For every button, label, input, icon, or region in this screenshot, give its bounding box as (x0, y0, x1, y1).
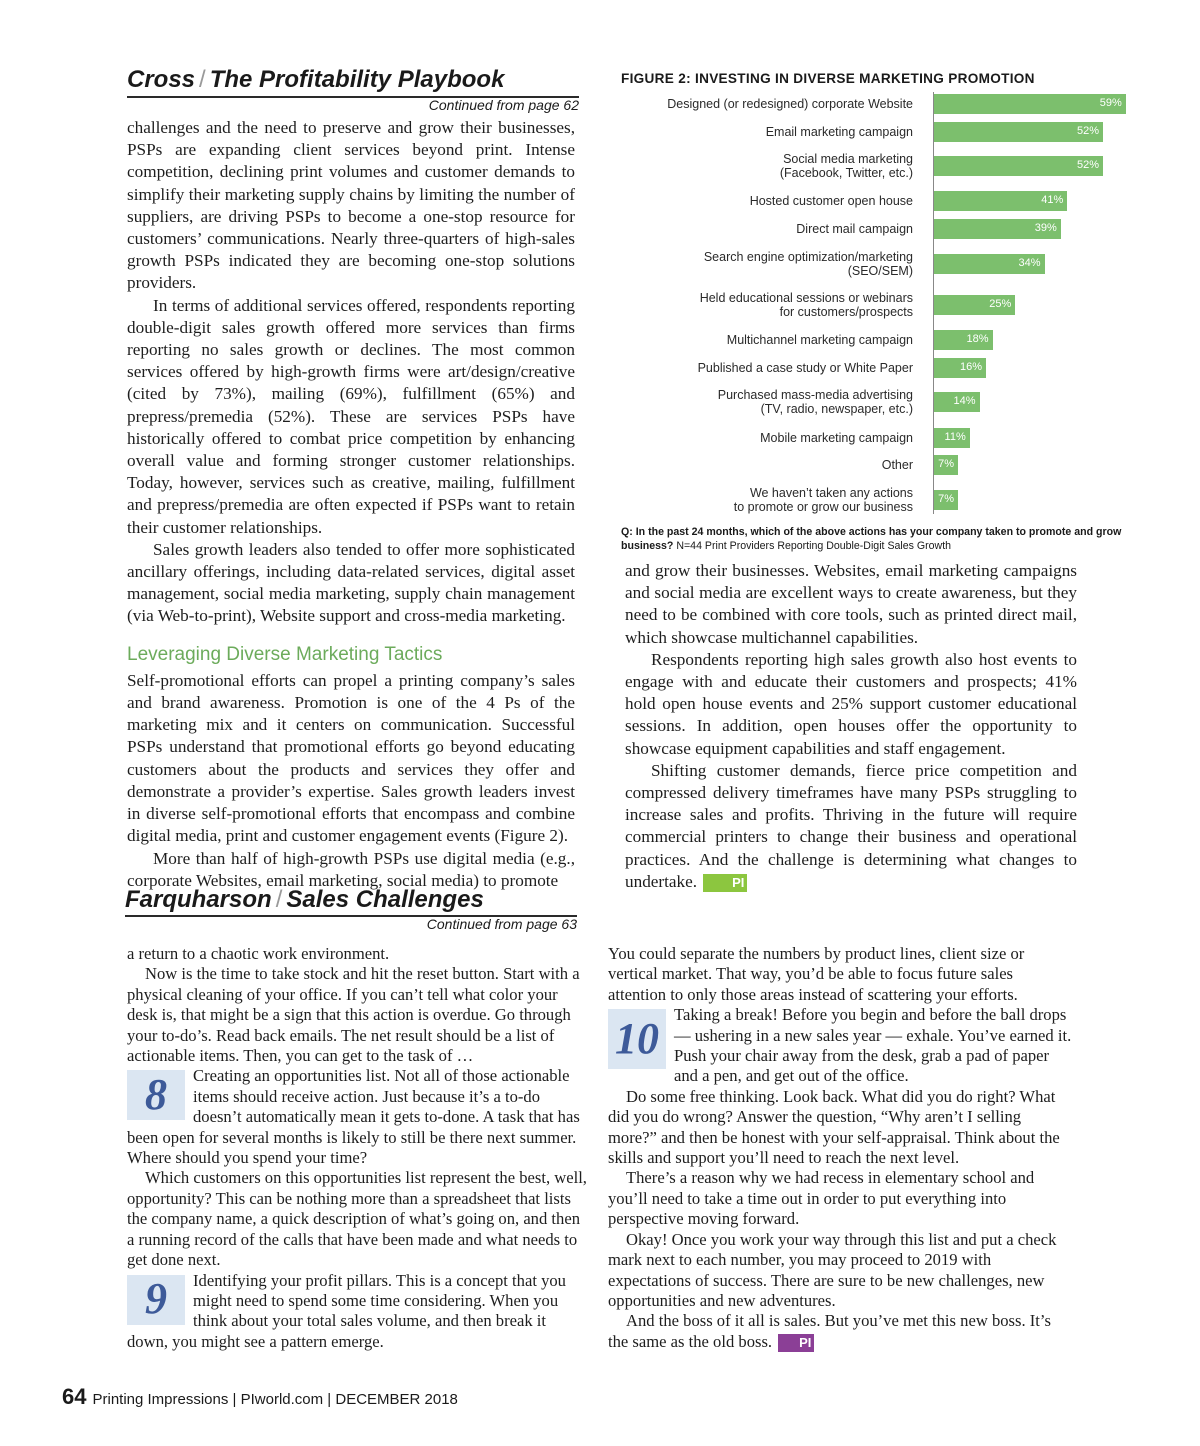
bar (934, 156, 1103, 176)
article1-continued: Continued from page 62 (428, 97, 579, 113)
bar (934, 295, 1015, 315)
number-badge-9: 9 (127, 1275, 185, 1325)
item-text: Taking a break! Before you begin and before the ball drops — ushering in a new sales year — exhale. You’ve earned it. Push your chair away from the desk, grab a pad of paper and a pen, and get out of the office. (674, 1005, 1072, 1086)
bar-value-label: 59% (1099, 97, 1122, 109)
bar-label: Held educational sessions or webinars for customers/prospects (699, 291, 913, 319)
bar-label: Hosted customer open house (749, 194, 913, 208)
bar-label: Search engine optimization/marketing (SEO/SEM) (703, 250, 913, 278)
bar (934, 330, 993, 350)
paragraph: and grow their businesses. Websites, email marketing campaigns and social media are excellent ways to create awareness, but they need to be combined with core tools, such as printed direct mail, which showcase multichannel capabilities. (625, 561, 1077, 647)
bar (934, 455, 958, 475)
bar (934, 94, 1126, 114)
bar-value-label: 52% (1076, 125, 1099, 137)
end-mark-icon: PI (703, 874, 747, 892)
bar (934, 490, 958, 510)
bar (934, 358, 986, 378)
bar (934, 122, 1103, 142)
item-text: Identifying your profit pillars. This is a concept that you might need to spend some time considering. When you think about your total sales volume, and then break it down, you might see a pattern emerge. (127, 1270, 566, 1351)
bar-value-label: 34% (1018, 257, 1041, 269)
article2-author: Farquharson (125, 886, 272, 913)
paragraph: There’s a reason why we had recess in elementary school and you’ll need to take a time out in order to put everything into perspective moving forward. (608, 1168, 1035, 1229)
title-separator: / (199, 66, 206, 93)
paragraph: You could separate the numbers by product lines, client size or vertical market. That way, you’d be able to focus future sales attention to only those areas instead of scattering your efforts. (608, 944, 1025, 1004)
page-number: 64 (62, 1384, 87, 1409)
paragraph: Self-promotional efforts can propel a printing company’s sales and brand awareness. Promotion is one of the 4 Ps of the marketing mix and it centers on communication. Successful PSPs understand that promotional efforts go beyond educating customers about the products and services they offer and demonstrate a provider’s expertise. Sales growth leaders invest in diverse self-promotional efforts that encompass and combine digital media, print and customer engagement events (Figure 2). (127, 670, 575, 846)
number-badge-10: 10 (608, 1009, 666, 1069)
bar (934, 392, 980, 412)
article2-column-2 (608, 944, 1074, 1376)
bar-label: Published a case study or White Paper (697, 361, 913, 375)
article2-title (125, 886, 484, 914)
bar-value-label: 14% (953, 395, 976, 407)
article2-title-text: Sales Challenges (286, 886, 484, 913)
bar-label: Social media marketing (Facebook, Twitter, etc.) (779, 152, 913, 180)
paragraph: Sales growth leaders also tended to offer more sophisticated ancillary offerings, including data-related services, digital asset management, social media marketing, supply chain management (via Web-to-print), Website support and cross-media marketing. (127, 539, 575, 626)
article2-column-1 (127, 944, 589, 1376)
article1-title (127, 66, 504, 94)
article1-title-text: The Profitability Playbook (209, 66, 505, 93)
bar (934, 254, 1045, 274)
bar-label: Other (881, 458, 913, 472)
number-badge-8: 8 (127, 1070, 185, 1120)
bar-label: Mobile marketing campaign (760, 431, 913, 445)
paragraph: Which customers on this opportunities list represent the best, well, opportunity? This can be nothing more than a spreadsheet that lists the company name, a quick description of what’s going on, and then a running record of the calls that have been made and what needs to get done next. (127, 1168, 587, 1270)
bar-label: Email marketing campaign (765, 125, 913, 139)
list-item-8 (127, 1066, 589, 1168)
bar-value-label: 7% (938, 493, 954, 505)
bar (934, 191, 1067, 211)
bar-label: Multichannel marketing campaign (726, 333, 913, 347)
bar-value-label: 7% (938, 458, 954, 470)
subhead: Leveraging Diverse Marketing Tactics (127, 643, 443, 665)
bar-label: We haven’t taken any actions to promote or grow our business (733, 486, 913, 514)
list-item-9 (127, 1271, 589, 1353)
page-footer (62, 1384, 458, 1410)
bar-value-label: 52% (1076, 159, 1099, 171)
bar (934, 428, 970, 448)
paragraph (608, 1311, 1074, 1352)
bar-value-label: 39% (1034, 222, 1057, 234)
paragraph: Respondents reporting high sales growth also host events to engage with and educate their customers and prospects; 41% hold open house events and 25% support customer educational sessions. In addition, open houses offer the opportunity to showcase equipment capabilities and staff engagement. (625, 649, 1077, 758)
bar-label: Designed (or redesigned) corporate Website (667, 97, 913, 111)
paragraph: Now is the time to take stock and hit the reset button. Start with a physical cleaning of your office. If you can’t tell what color your desk is, that might be a sign that this action is overdue. Go through your to-do’s. Read back emails. The net result should be a list of actionable items. Then, you can get to the task of … (127, 964, 580, 1066)
paragraph: In terms of additional services offered, respondents reporting double-digit sales growth offered more services than firms reporting no sales growth or declines. The most common services offered by high-growth firms were art/design/creative (cited by 73%), mailing (69%), fulfillment (65%) and prepress/premedia (52%). These are services PSPs have historically offered to combat price competition by enhancing overall value and forming stronger customer relationships. Today, however, services such as creative, mailing, fulfillment and prepress/premedia are often expected if PSPs want to retain their customer relationships. (127, 295, 575, 537)
bar-value-label: 18% (966, 333, 989, 345)
figure-title: FIGURE 2: INVESTING IN DIVERSE MARKETING PROMOTION (621, 71, 1035, 86)
paragraph: Do some free thinking. Look back. What did you do right? What did you do wrong? Answer the question, “Why aren’t I selling more?” and then be honest with your self-appraisal. Think about the skills and support you’ll need to reach the next level. (608, 1086, 1060, 1168)
article1-column-2 (625, 560, 1077, 891)
paragraph-text: Shifting customer demands, fierce price competition and compressed delivery timeframes have many PSPs struggling to increase sales and profits. Thriving in the future will require commercial printers to change their business and operational practices. And the challenge is determining what changes to undertake. (625, 760, 1077, 891)
paragraph (625, 760, 1077, 893)
article2-continued: Continued from page 63 (426, 916, 577, 932)
footer-text: Printing Impressions | PIworld.com | DECEMBER 2018 (92, 1391, 458, 1408)
figure-note (621, 526, 1141, 553)
figure-sample: N=44 Print Providers Reporting Double-Digit Sales Growth (673, 539, 952, 552)
bar-value-label: 41% (1041, 194, 1064, 206)
bar-value-label: 25% (989, 298, 1012, 310)
paragraph-text: And the boss of it all is sales. But you’ve met this new boss. It’s the same as the old boss. (608, 1311, 1051, 1351)
item-text: Creating an opportunities list. Not all of those actionable items should receive action. Just because it’s a to-do doesn’t automatically mean it gets to-done. A task that has been open for several months is likely to still be there next summer. Where should you spend your time? (127, 1066, 580, 1168)
figure-question: Q: In the past 24 months, which of the above actions has your company taken to promote and grow business? (621, 526, 1122, 552)
paragraph: challenges and the need to preserve and grow their businesses, PSPs are expanding client services beyond print. Intense competition, declining print volumes and customer demands to simplify their marketing supply chains by limiting the number of suppliers, are driving PSPs to become a one-stop resource for customers’ communications. Nearly three-quarters of high-sales growth PSPs indicated they are becoming one-stop solutions providers. (127, 118, 575, 293)
article1-author: Cross (127, 66, 196, 93)
bar-value-label: 16% (959, 361, 982, 373)
paragraph: a return to a chaotic work environment. (127, 944, 390, 963)
bar-label: Direct mail campaign (796, 222, 913, 236)
bar-value-label: 11% (944, 431, 966, 443)
end-mark-icon: PI (778, 1334, 814, 1352)
article1-column-1 (127, 117, 575, 890)
bar-label: Purchased mass-media advertising (TV, radio, newspaper, etc.) (717, 388, 913, 416)
title-separator: / (275, 886, 283, 913)
list-item-10 (608, 1005, 1074, 1087)
bar (934, 219, 1061, 239)
figure-2-chart (621, 90, 1161, 520)
paragraph: Okay! Once you work your way through this list and put a check mark next to each number, you may proceed to 2019 with expectations of success. There are sure to be new challenges, new opportunities and new adventures. (608, 1229, 1057, 1310)
paragraph: More than half of high-growth PSPs use digital media (e.g., corporate Websites, email marketing, social media) to promote (127, 848, 575, 890)
